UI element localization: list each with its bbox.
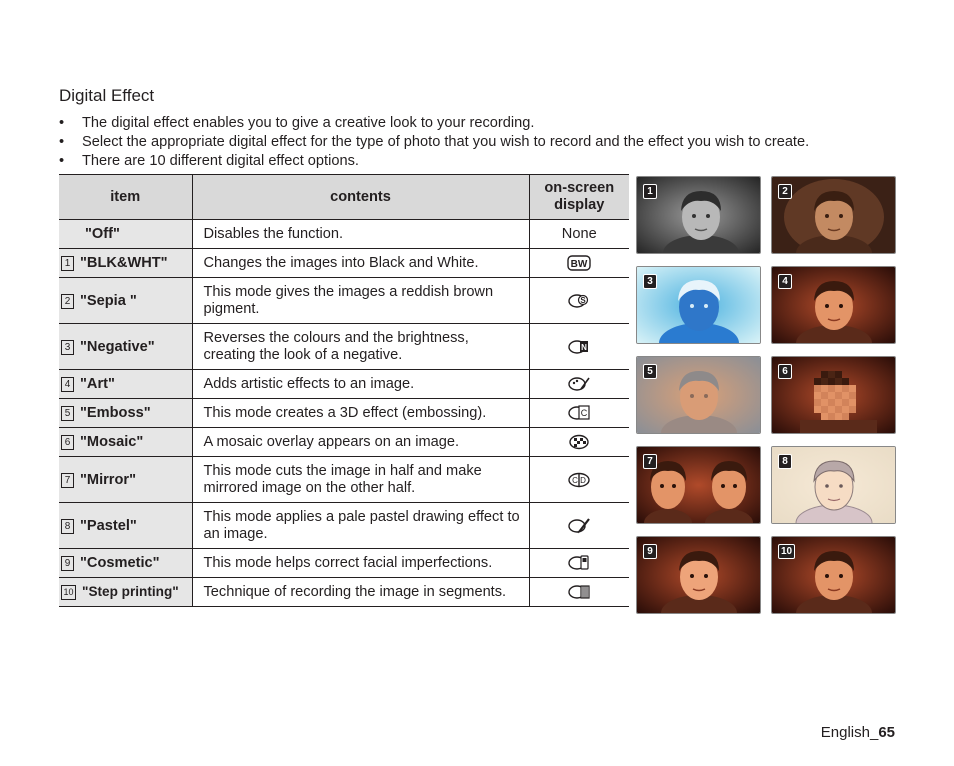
- mosaic-tile: [849, 392, 856, 399]
- mosaic-tile: [814, 378, 821, 385]
- mosaic-tile: [821, 385, 828, 392]
- thumbnail-label: 8: [778, 454, 792, 469]
- mosaic-tile: [828, 385, 835, 392]
- mosaic-tile: [835, 399, 842, 406]
- mosaic-tile: [842, 392, 849, 399]
- emboss-effect-icon: [566, 403, 592, 423]
- mosaic-tile: [835, 427, 842, 433]
- mosaic-tile: [835, 392, 842, 399]
- negative-effect-icon: [566, 337, 592, 357]
- thumbnail-label: 4: [778, 274, 792, 289]
- mosaic-tile: [828, 406, 835, 413]
- mosaic-tile: [828, 420, 835, 427]
- mosaic-tile: [800, 420, 807, 427]
- page-footer: English_65: [820, 724, 895, 741]
- bullet-item: • There are 10 different digital effect options.: [59, 153, 359, 169]
- thumbnail-mosaic: [771, 356, 896, 434]
- mosaic-tile: [870, 427, 877, 433]
- mosaic-tile: [870, 420, 877, 427]
- mosaic-tile: [863, 427, 870, 433]
- mosaic-tile: [835, 385, 842, 392]
- thumbnail-cosmetic: [636, 536, 761, 614]
- svg-text:C: C: [572, 475, 579, 485]
- item-number: 8: [61, 519, 74, 534]
- digital-effect-table: [59, 174, 629, 607]
- thumbnail-label: 3: [643, 274, 657, 289]
- mosaic-tile: [814, 399, 821, 406]
- mosaic-tile: [828, 399, 835, 406]
- mosaic-tile: [849, 399, 856, 406]
- display-cell: [529, 549, 629, 578]
- mosaic-tile: [828, 378, 835, 385]
- item-number: 10: [61, 585, 76, 600]
- contents-cell: Disables the function.: [192, 220, 529, 249]
- mosaic-tile: [814, 392, 821, 399]
- table-row: [59, 549, 629, 578]
- mosaic-tile: [842, 413, 849, 420]
- mosaic-tile: [842, 420, 849, 427]
- item-number: 1: [61, 256, 74, 271]
- mosaic-tile: [828, 413, 835, 420]
- mirror-effect-icon: [566, 470, 592, 490]
- mosaic-tile: [821, 420, 828, 427]
- intro-bullets: [59, 114, 899, 171]
- table-row: [59, 457, 629, 503]
- mosaic-tile: [814, 406, 821, 413]
- mosaic-tile: [835, 378, 842, 385]
- display-cell: None: [529, 220, 629, 249]
- svg-text:D: D: [580, 475, 587, 485]
- header-item: item: [59, 175, 192, 220]
- table-row: [59, 278, 629, 324]
- contents-cell: Changes the images into Black and White.: [192, 249, 529, 278]
- item-cell: 4 "Art": [59, 370, 192, 399]
- svg-text:BW: BW: [570, 259, 588, 270]
- thumbnail-label: 5: [643, 364, 657, 379]
- thumbnail-bw: [636, 176, 761, 254]
- thumbnail-art: [771, 266, 896, 344]
- thumbnail-pastel: [771, 446, 896, 524]
- item-cell: 7 "Mirror": [59, 457, 192, 503]
- thumbnail-label: 2: [778, 184, 792, 199]
- thumbnail-negative: [636, 266, 761, 344]
- mosaic-tile: [835, 371, 842, 378]
- item-cell: "Off": [59, 220, 192, 249]
- mosaic-tile: [828, 392, 835, 399]
- table-header-row: [59, 175, 629, 220]
- display-cell: [529, 324, 629, 370]
- thumbnail-label: 1: [643, 184, 657, 199]
- item-number: 3: [61, 340, 74, 355]
- contents-cell: Adds artistic effects to an image.: [192, 370, 529, 399]
- display-cell: [529, 457, 629, 503]
- mosaic-tile: [849, 427, 856, 433]
- item-cell: 6 "Mosaic": [59, 428, 192, 457]
- table-row: [59, 503, 629, 549]
- thumbnail-label: 9: [643, 544, 657, 559]
- thumbnail-sepia: [771, 176, 896, 254]
- mosaic-tile: [842, 406, 849, 413]
- mosaic-tile: [800, 427, 807, 433]
- table-row: [59, 370, 629, 399]
- mosaic-tile: [835, 406, 842, 413]
- item-number: 4: [61, 377, 74, 392]
- contents-cell: Technique of recording the image in segments.: [192, 578, 529, 607]
- mosaic-tile: [842, 378, 849, 385]
- mosaic-tile: [842, 385, 849, 392]
- display-cell: [529, 578, 629, 607]
- sepia-effect-icon: [566, 291, 592, 311]
- item-cell: 2 "Sepia ": [59, 278, 192, 324]
- mosaic-tile: [835, 420, 842, 427]
- bullet-item: • Select the appropriate digital effect for the type of photo that you wish to record and the effect you wish to create.: [59, 134, 810, 150]
- mosaic-tile: [807, 420, 814, 427]
- mosaic-tile: [856, 427, 863, 433]
- item-cell: 1 "BLK&WHT": [59, 249, 192, 278]
- table-row: [59, 249, 629, 278]
- thumbnail-mirror: [636, 446, 761, 524]
- thumbnail-step-printing: [771, 536, 896, 614]
- display-cell: [529, 503, 629, 549]
- mosaic-tile: [856, 420, 863, 427]
- item-number: 7: [61, 473, 74, 488]
- contents-cell: This mode cuts the image in half and make mirrored image on the other half.: [192, 457, 529, 503]
- svg-text:S: S: [580, 295, 586, 305]
- mosaic-tile: [849, 385, 856, 392]
- mosaic-tile: [842, 427, 849, 433]
- step-printing-effect-icon: [566, 582, 592, 602]
- mosaic-tile: [821, 399, 828, 406]
- art-effect-icon: [566, 374, 592, 394]
- display-cell: [529, 278, 629, 324]
- mosaic-tile: [807, 427, 814, 433]
- item-number: 2: [61, 294, 74, 309]
- item-number: 6: [61, 435, 74, 450]
- table-row: [59, 428, 629, 457]
- display-cell: [529, 370, 629, 399]
- contents-cell: A mosaic overlay appears on an image.: [192, 428, 529, 457]
- mosaic-tile: [821, 406, 828, 413]
- item-number: 5: [61, 406, 74, 421]
- cosmetic-effect-icon: [566, 553, 592, 573]
- contents-cell: This mode gives the images a reddish brown pigment.: [192, 278, 529, 324]
- thumbnail-emboss: [636, 356, 761, 434]
- item-cell: 10 "Step printing": [59, 578, 192, 607]
- contents-cell: This mode helps correct facial imperfections.: [192, 549, 529, 578]
- item-cell: 5 "Emboss": [59, 399, 192, 428]
- display-cell: [529, 249, 629, 278]
- mosaic-tile: [842, 399, 849, 406]
- item-cell: 8 "Pastel": [59, 503, 192, 549]
- mosaic-tile: [849, 406, 856, 413]
- mosaic-tile: [828, 427, 835, 433]
- mosaic-effect-icon: [566, 432, 592, 452]
- header-display: on-screen display: [529, 175, 629, 220]
- table-row: [59, 220, 629, 249]
- display-cell: [529, 399, 629, 428]
- mosaic-tile: [814, 385, 821, 392]
- mosaic-tile: [828, 371, 835, 378]
- table-row: [59, 399, 629, 428]
- item-cell: 9 "Cosmetic": [59, 549, 192, 578]
- header-contents: contents: [192, 175, 529, 220]
- item-number: 9: [61, 556, 74, 571]
- contents-cell: Reverses the colours and the brightness, creating the look of a negative.: [192, 324, 529, 370]
- thumbnail-label: 7: [643, 454, 657, 469]
- svg-text:C: C: [581, 408, 588, 418]
- table-row: [59, 578, 629, 607]
- contents-cell: This mode creates a 3D effect (embossing).: [192, 399, 529, 428]
- pastel-effect-icon: [566, 516, 592, 536]
- section-title: Digital Effect: [59, 86, 155, 105]
- mosaic-tile: [821, 371, 828, 378]
- mosaic-tile: [814, 420, 821, 427]
- mosaic-tile: [849, 420, 856, 427]
- item-cell: 3 "Negative": [59, 324, 192, 370]
- svg-text:N: N: [581, 342, 588, 352]
- mosaic-tile: [821, 413, 828, 420]
- mosaic-tile: [821, 392, 828, 399]
- bullet-item: • The digital effect enables you to give a creative look to your recording.: [59, 115, 535, 131]
- table-row: [59, 324, 629, 370]
- contents-cell: This mode applies a pale pastel drawing effect to an image.: [192, 503, 529, 549]
- thumbnail-label: 6: [778, 364, 792, 379]
- mosaic-tile: [835, 413, 842, 420]
- mosaic-tile: [814, 427, 821, 433]
- mosaic-tile: [821, 427, 828, 433]
- mosaic-tile: [863, 420, 870, 427]
- display-cell: [529, 428, 629, 457]
- bw-effect-icon: [566, 253, 592, 273]
- thumbnail-label: 10: [778, 544, 795, 559]
- mosaic-tile: [821, 378, 828, 385]
